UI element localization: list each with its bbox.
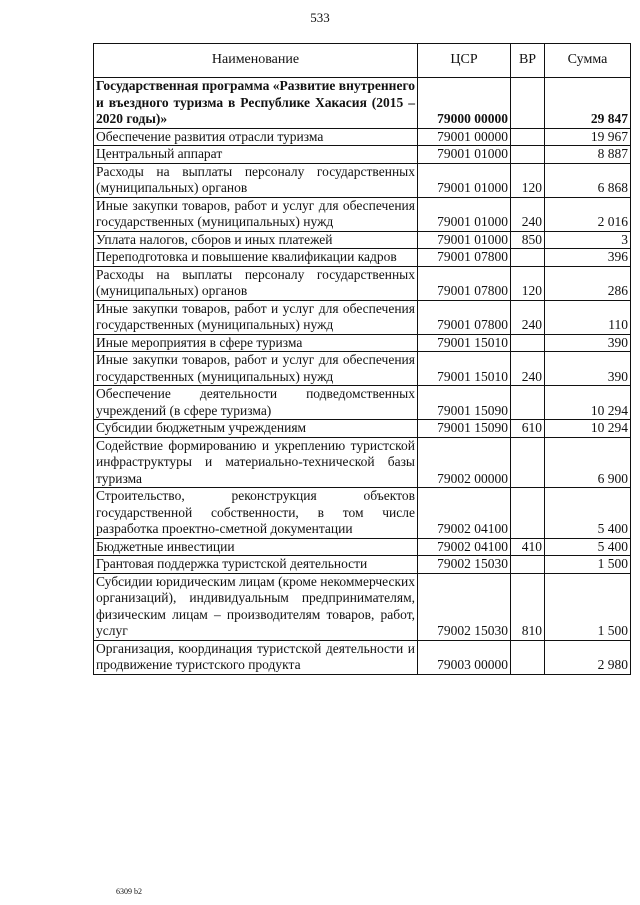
footer-code: 6309 b2 xyxy=(116,887,142,896)
table-row xyxy=(94,266,631,300)
table-row xyxy=(94,334,631,352)
cell-csr: 79002 04100 xyxy=(418,488,511,539)
cell-vr xyxy=(511,249,545,267)
cell-name: Грантовая поддержка туристской деятельности xyxy=(94,556,418,574)
cell-sum: 110 xyxy=(545,300,631,334)
cell-name: Обеспечение деятельности подведомственных учреждений (в сфере туризма) xyxy=(94,386,418,420)
cell-sum: 10 294 xyxy=(545,386,631,420)
cell-vr: 850 xyxy=(511,231,545,249)
cell-sum: 2 016 xyxy=(545,197,631,231)
cell-name: Субсидии юридическим лицам (кроме некоммерческих организаций), индивидуальным предпринимателям, физическим лицам – производителям товаров, работ, услуг xyxy=(94,573,418,640)
cell-csr: 79001 15090 xyxy=(418,386,511,420)
cell-name: Обеспечение развития отрасли туризма xyxy=(94,128,418,146)
cell-csr: 79001 01000 xyxy=(418,197,511,231)
table-row xyxy=(94,420,631,438)
cell-vr xyxy=(511,488,545,539)
page-number: 533 xyxy=(310,10,330,25)
cell-csr: 79002 04100 xyxy=(418,538,511,556)
cell-vr xyxy=(511,146,545,164)
cell-csr: 79002 15030 xyxy=(418,556,511,574)
cell-sum: 3 xyxy=(545,231,631,249)
cell-vr xyxy=(511,556,545,574)
table-row xyxy=(94,640,631,674)
cell-vr xyxy=(511,334,545,352)
cell-name: Содействие формированию и укреплению туристской инфраструктуры и материально-технической базы туризма xyxy=(94,437,418,488)
table-row xyxy=(94,573,631,640)
cell-vr xyxy=(511,128,545,146)
cell-sum: 1 500 xyxy=(545,573,631,640)
table-row xyxy=(94,78,631,129)
cell-name: Уплата налогов, сборов и иных платежей xyxy=(94,231,418,249)
cell-name: Государственная программа «Развитие внутреннего и въездного туризма в Республике Хакасия (2015 – 2020 годы)» xyxy=(94,78,418,129)
cell-sum: 390 xyxy=(545,334,631,352)
cell-csr: 79000 00000 xyxy=(418,78,511,129)
cell-name: Расходы на выплаты персоналу государственных (муниципальных) органов xyxy=(94,163,418,197)
table-row xyxy=(94,352,631,386)
table-row xyxy=(94,488,631,539)
cell-sum: 396 xyxy=(545,249,631,267)
cell-csr: 79001 01000 xyxy=(418,146,511,164)
cell-sum: 6 900 xyxy=(545,437,631,488)
cell-csr: 79001 07800 xyxy=(418,249,511,267)
cell-vr: 610 xyxy=(511,420,545,438)
cell-name: Переподготовка и повышение квалификации кадров xyxy=(94,249,418,267)
cell-sum: 2 980 xyxy=(545,640,631,674)
cell-csr: 79001 07800 xyxy=(418,266,511,300)
cell-name: Бюджетные инвестиции xyxy=(94,538,418,556)
header-name: Наименование xyxy=(94,44,418,78)
cell-name: Иные закупки товаров, работ и услуг для обеспечения государственных (муниципальных) нужд xyxy=(94,197,418,231)
cell-csr: 79001 15010 xyxy=(418,352,511,386)
header-vr: ВР xyxy=(511,44,545,78)
cell-csr: 79002 15030 xyxy=(418,573,511,640)
cell-sum: 5 400 xyxy=(545,538,631,556)
table-row xyxy=(94,128,631,146)
table-row xyxy=(94,556,631,574)
cell-sum: 6 868 xyxy=(545,163,631,197)
cell-name: Строительство, реконструкция объектов государственной собственности, в том числе разработка проектно-сметной документации xyxy=(94,488,418,539)
cell-vr: 810 xyxy=(511,573,545,640)
cell-csr: 79001 15090 xyxy=(418,420,511,438)
cell-vr: 240 xyxy=(511,352,545,386)
cell-csr: 79001 00000 xyxy=(418,128,511,146)
cell-name: Организация, координация туристской деятельности и продвижение туристского продукта xyxy=(94,640,418,674)
cell-vr xyxy=(511,437,545,488)
cell-sum: 390 xyxy=(545,352,631,386)
cell-vr: 120 xyxy=(511,163,545,197)
header-sum: Сумма xyxy=(545,44,631,78)
table-row xyxy=(94,538,631,556)
cell-name: Субсидии бюджетным учреждениям xyxy=(94,420,418,438)
cell-vr: 120 xyxy=(511,266,545,300)
cell-vr: 240 xyxy=(511,300,545,334)
cell-sum: 19 967 xyxy=(545,128,631,146)
table-row xyxy=(94,386,631,420)
cell-sum: 5 400 xyxy=(545,488,631,539)
cell-csr: 79001 01000 xyxy=(418,231,511,249)
cell-name: Расходы на выплаты персоналу государственных (муниципальных) органов xyxy=(94,266,418,300)
table-row xyxy=(94,197,631,231)
cell-csr: 79003 00000 xyxy=(418,640,511,674)
cell-csr: 79001 15010 xyxy=(418,334,511,352)
cell-name: Центральный аппарат xyxy=(94,146,418,164)
cell-sum: 286 xyxy=(545,266,631,300)
cell-name: Иные мероприятия в сфере туризма xyxy=(94,334,418,352)
table-row xyxy=(94,249,631,267)
table-row xyxy=(94,300,631,334)
cell-vr xyxy=(511,386,545,420)
cell-csr: 79002 00000 xyxy=(418,437,511,488)
cell-vr xyxy=(511,640,545,674)
cell-sum: 8 887 xyxy=(545,146,631,164)
budget-table xyxy=(93,43,631,675)
table-row xyxy=(94,231,631,249)
header-csr: ЦСР xyxy=(418,44,511,78)
cell-vr: 240 xyxy=(511,197,545,231)
table-row xyxy=(94,437,631,488)
cell-sum: 10 294 xyxy=(545,420,631,438)
cell-vr xyxy=(511,78,545,129)
table-header-row xyxy=(94,44,631,78)
cell-csr: 79001 07800 xyxy=(418,300,511,334)
cell-vr: 410 xyxy=(511,538,545,556)
cell-name: Иные закупки товаров, работ и услуг для обеспечения государственных (муниципальных) нужд xyxy=(94,300,418,334)
table-row xyxy=(94,163,631,197)
cell-name: Иные закупки товаров, работ и услуг для обеспечения государственных (муниципальных) нужд xyxy=(94,352,418,386)
table-row xyxy=(94,146,631,164)
cell-csr: 79001 01000 xyxy=(418,163,511,197)
cell-sum: 29 847 xyxy=(545,78,631,129)
cell-sum: 1 500 xyxy=(545,556,631,574)
